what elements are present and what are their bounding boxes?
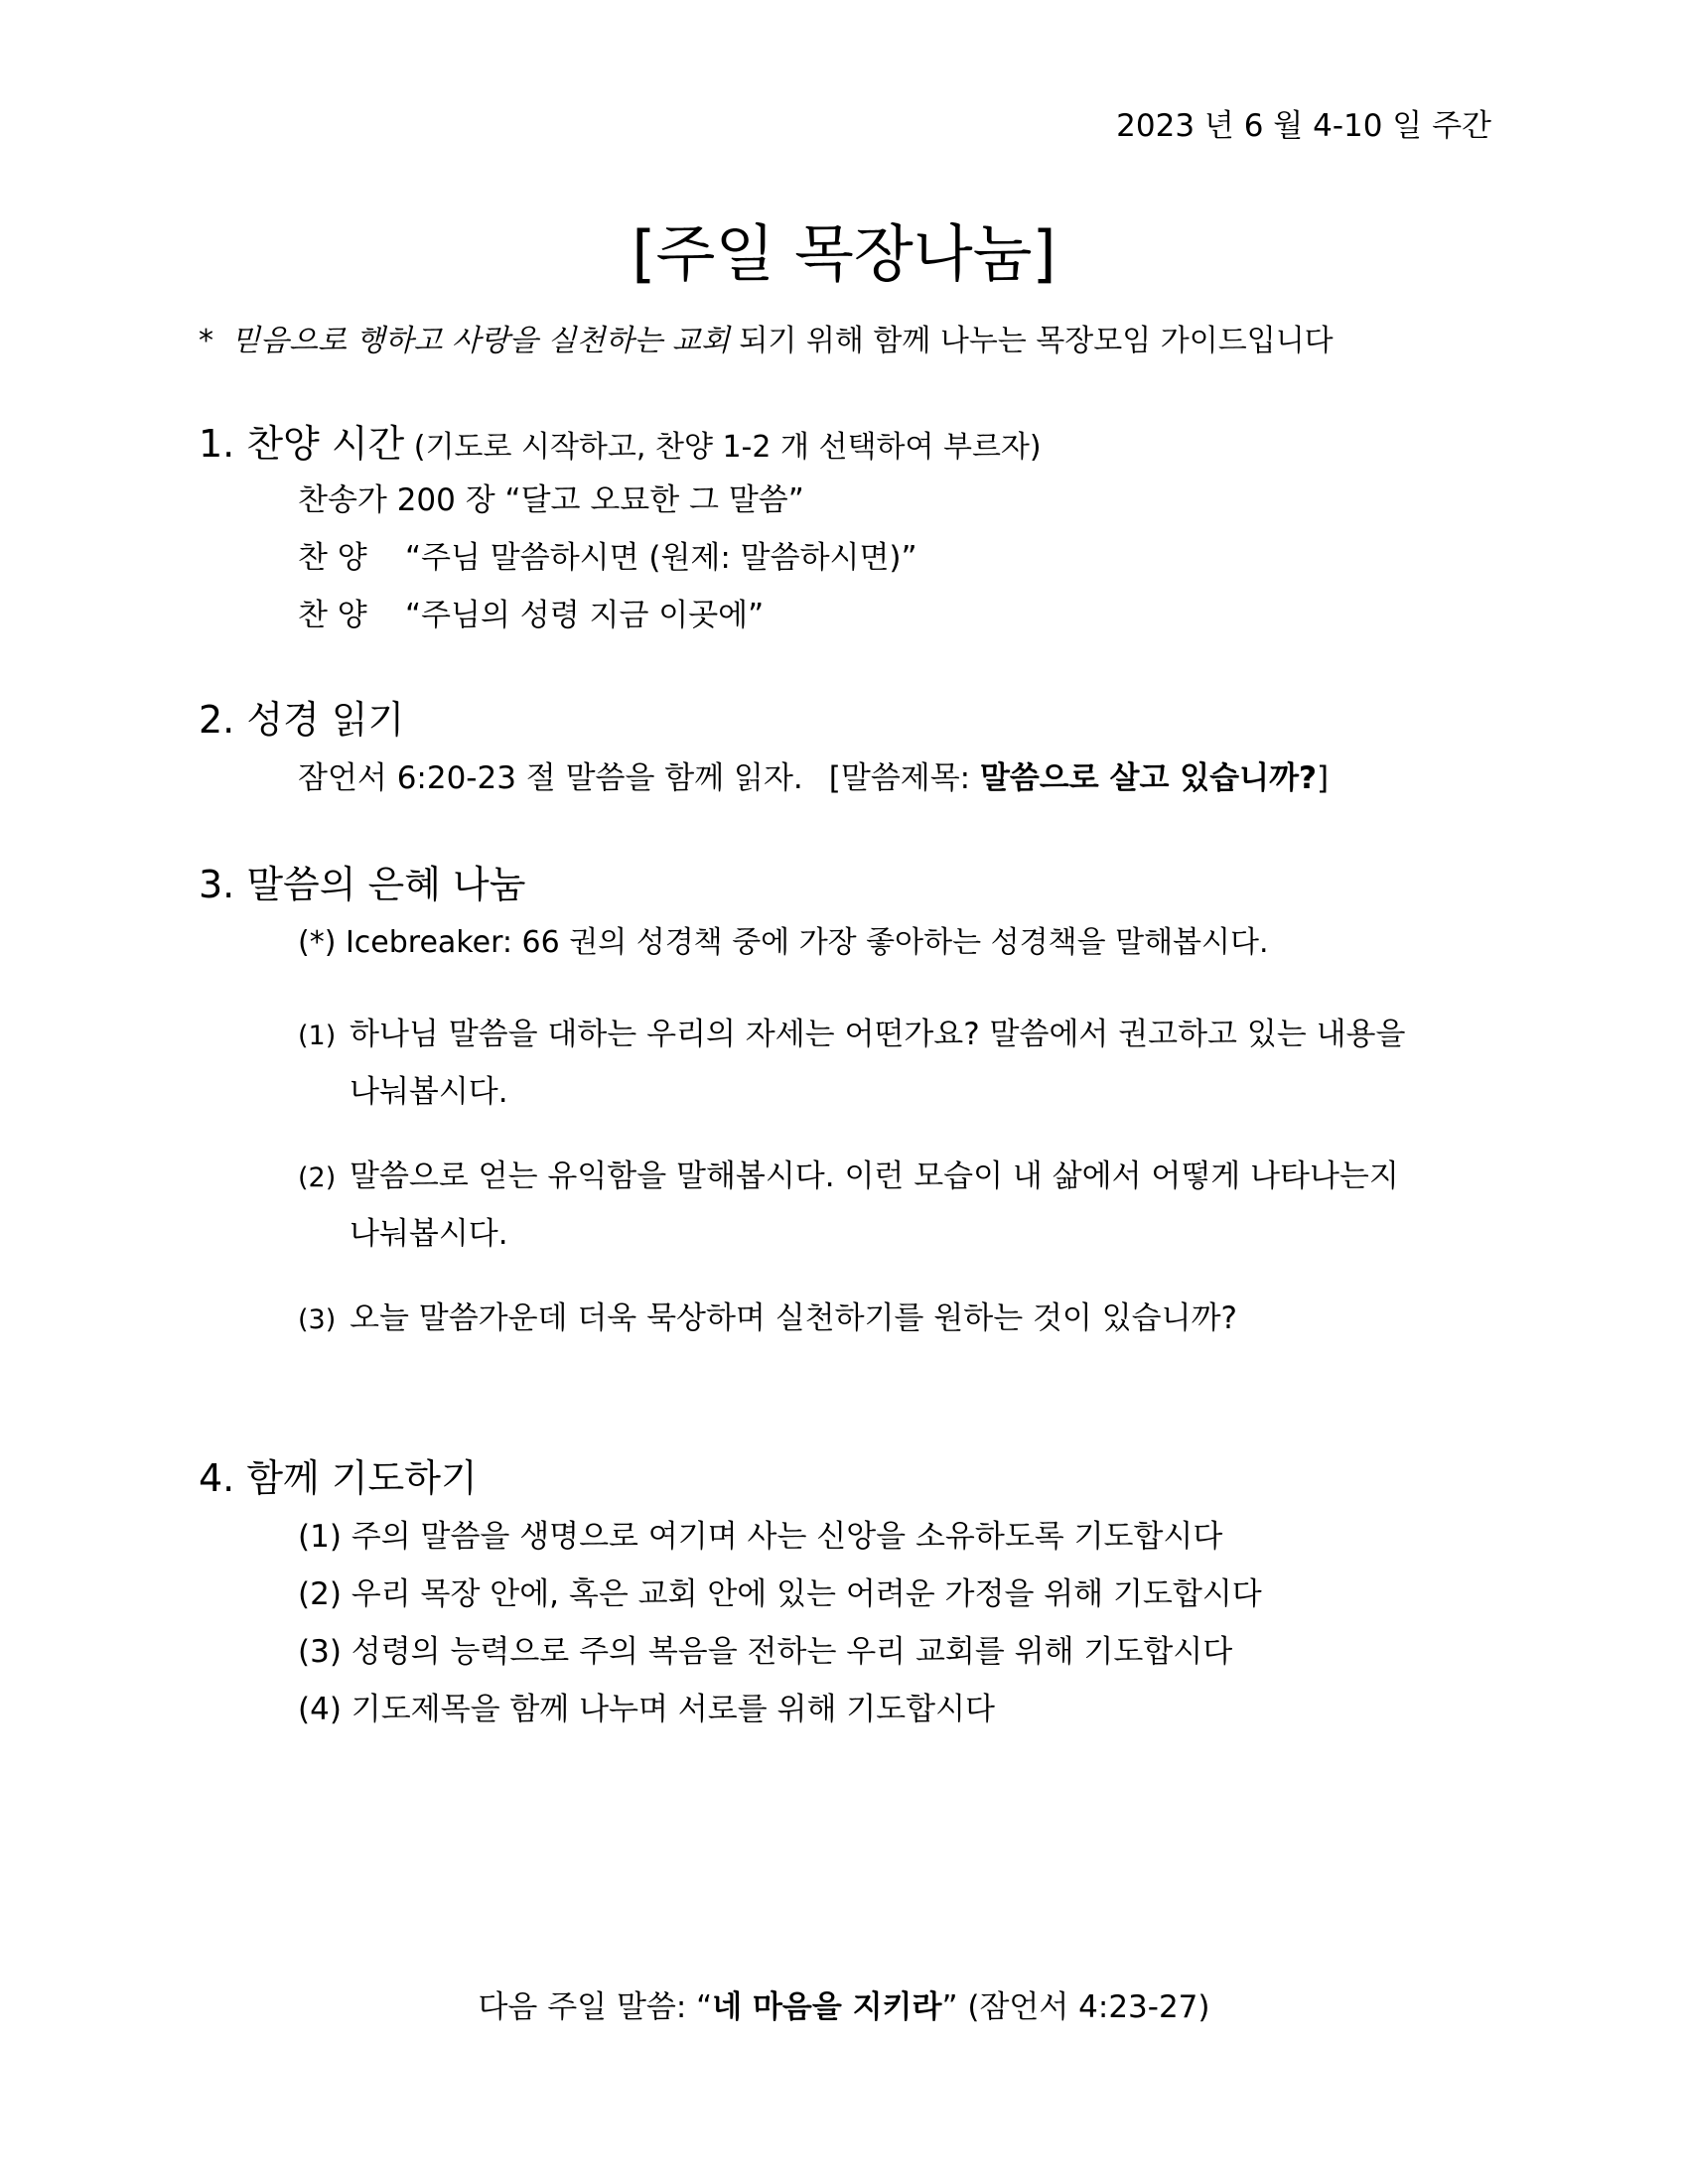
week-date: 2023 년 6 월 4-10 일 주간 [1116, 108, 1491, 144]
sermon-title: 말씀으로 살고 있습니까? [979, 760, 1317, 796]
song-title: “달고 오묘한 그 말씀” [494, 482, 804, 518]
prayer-number: (2) [298, 1576, 342, 1612]
prayer-item [298, 1519, 1223, 1555]
prayer-number: (1) [298, 1519, 342, 1555]
prayer-item [298, 1576, 1262, 1612]
next-sermon [0, 1989, 1688, 2025]
prayer-item [298, 1634, 1233, 1670]
next-sermon-prefix: 다음 주일 말씀: “ [478, 1989, 713, 2025]
prayer-number: (4) [298, 1692, 342, 1727]
section-praise-title: 1. 찬양 시간 [199, 422, 405, 466]
question-text: 오늘 말씀가운데 더욱 묵상하며 실천하기를 원하는 것이 있습니까? [350, 1300, 1237, 1336]
section-reading-heading: 2. 성경 읽기 [199, 698, 405, 742]
sermon-suffix: ] [1317, 760, 1330, 796]
subtitle-asterisk: * [199, 324, 213, 358]
prayer-text: 주의 말씀을 생명으로 여기며 사는 신앙을 소유하도록 기도합시다 [351, 1519, 1223, 1555]
page-title: [주일 목장나눔] [632, 217, 1056, 290]
subtitle-text: 되기 위해 함께 나누는 목장모임 가이드입니다 [729, 324, 1334, 358]
section-praise-heading [199, 422, 1042, 466]
subtitle [199, 324, 1334, 358]
question-item [298, 1017, 1406, 1052]
subtitle-church-motto: 믿음으로 행하고 사랑을 실천하는 교회 [231, 324, 730, 358]
question-item [298, 1300, 1237, 1336]
sermon-prefix: [말씀제목: [828, 760, 980, 796]
song-item [298, 540, 917, 576]
question-continuation: 나눠봅시다. [350, 1074, 508, 1110]
question-number: (3) [298, 1304, 337, 1335]
section-praise-note: (기도로 시작하고, 찬양 1-2 개 선택하여 부르자) [404, 430, 1042, 465]
icebreaker: (*) Icebreaker: 66 권의 성경책 중에 가장 좋아하는 성경책을 말해봅시다. [298, 925, 1269, 960]
prayer-text: 기도제목을 함께 나누며 서로를 위해 기도합시다 [351, 1692, 995, 1727]
question-number: (1) [298, 1021, 337, 1051]
reading-passage: 잠언서 6:20-23 절 말씀을 함께 읽자. [298, 760, 803, 796]
next-sermon-title: 네 마음을 지키라 [712, 1989, 942, 2025]
song-title: “주님의 성령 지금 이곳에” [405, 598, 765, 633]
prayer-item [298, 1692, 995, 1727]
next-sermon-suffix: ” (잠언서 4:23-27) [941, 1989, 1210, 2025]
prayer-text: 우리 목장 안에, 혹은 교회 안에 있는 어려운 가정을 위해 기도합시다 [351, 1576, 1262, 1612]
song-item [298, 598, 765, 633]
question-continuation: 나눠봅시다. [350, 1216, 508, 1252]
song-title: “주님 말씀하시면 (원제: 말씀하시면)” [405, 540, 917, 576]
question-number: (2) [298, 1162, 337, 1193]
prayer-number: (3) [298, 1634, 342, 1670]
question-text: 말씀으로 얻는 유익함을 말해봅시다. 이런 모습이 내 삶에서 어떻게 나타나는지 [350, 1159, 1399, 1194]
question-item [298, 1161, 1399, 1192]
question-text: 하나님 말씀을 대하는 우리의 자세는 어떤가요? 말씀에서 권고하고 있는 내용을 [350, 1017, 1406, 1052]
reading-line [298, 760, 1330, 796]
song-label: 찬 양 [298, 540, 367, 576]
song-item [298, 482, 804, 518]
song-label: 찬 양 [298, 598, 367, 633]
prayer-text: 성령의 능력으로 주의 복음을 전하는 우리 교회를 위해 기도합시다 [351, 1634, 1233, 1670]
section-prayer-heading: 4. 함께 기도하기 [199, 1456, 478, 1500]
section-sharing-heading: 3. 말씀의 은혜 나눔 [199, 863, 526, 906]
song-label: 찬송가 200 장 [298, 482, 495, 518]
